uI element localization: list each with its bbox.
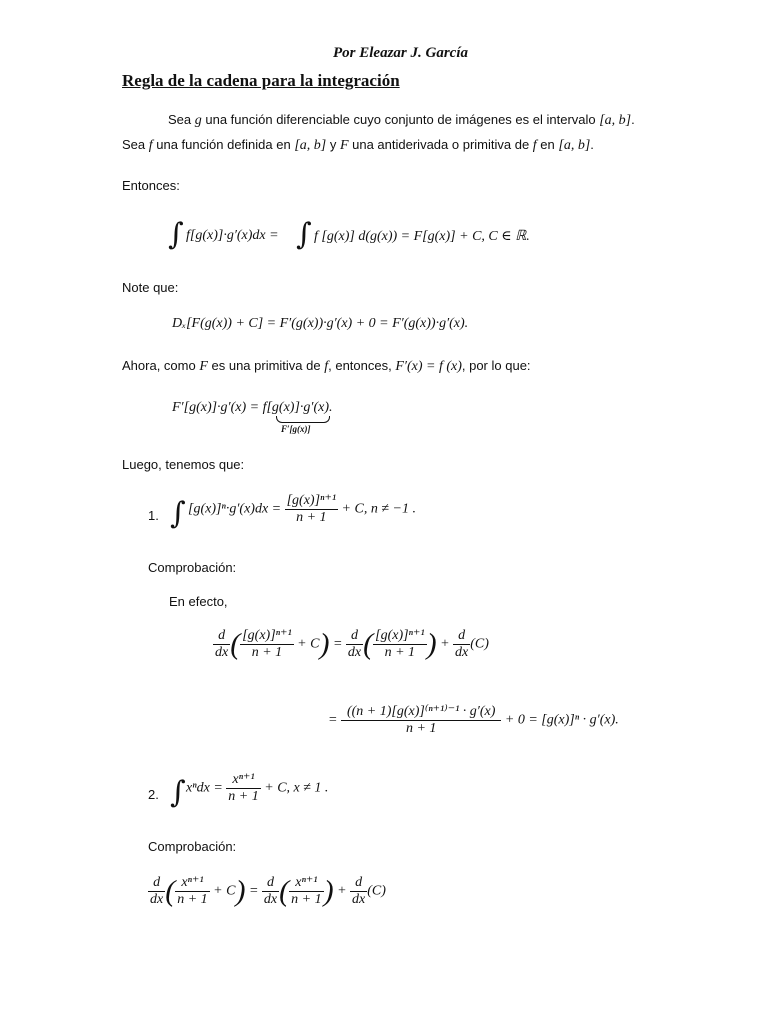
equation-primitive: F′[g(x)]·g′(x) = f[g(x)]·g′(x). xyxy=(172,400,333,415)
formula-power-rule: [g(x)]ⁿ·g′(x)dx = $\frac{\text{[g(x)]ⁿ⁺¹}}{n + 1}$ + C, n ≠ −1 . xyxy=(188,493,416,525)
paragraph-line-2: Sea f una función definida en [a, b] y F una antiderivada o primitiva de f en [a, b]. xyxy=(122,137,594,153)
integral-sign: ∫ xyxy=(296,217,312,252)
underbrace-label: F′[g(x)] xyxy=(281,424,311,434)
page-title: Regla de la cadena para la integración xyxy=(122,71,400,90)
author-line: Por Eleazar J. García xyxy=(333,45,468,61)
ahora-line: Ahora, como F es una primitiva de f, entonces, F′(x) = f (x), por lo que: xyxy=(122,358,531,374)
item-number: 2. xyxy=(148,787,159,802)
equation-check-2: $\frac{d}{dx}$ ( $\frac{\text{xⁿ⁺¹}}{n + 1}$ + C) = $\frac{d}{dx}$ ( $\frac{\text{xⁿ⁺¹}}{n + 1}$ ) + $\frac{d}{dx}$ (C) xyxy=(150,874,386,908)
integral-sign: ∫ xyxy=(170,496,186,531)
integral-sign: ∫ xyxy=(168,217,184,252)
comprobacion-label-2: Comprobación: xyxy=(148,839,237,854)
luego-label: Luego, tenemos que: xyxy=(122,457,245,472)
equation-chain-rule-rhs: f [g(x)] d(g(x)) = F[g(x)] + C, C ∈ ℝ. xyxy=(314,229,530,244)
paragraph-line-1: Sea g una función diferenciable cuyo conjunto de imágenes es el intervalo [a, b]. xyxy=(168,112,635,128)
integral-sign: ∫ xyxy=(170,775,186,810)
comprobacion-label: Comprobación: xyxy=(148,560,237,575)
en-efecto-label: En efecto, xyxy=(169,594,228,609)
note-label: Note que: xyxy=(122,280,179,295)
equation-check-1: $\frac{d}{dx}$ ( $\frac{\text{[g(x)]ⁿ⁺¹}}{n + 1}$ + C) = $\frac{d}{dx}$ ( $\frac{\text{[g(x)]ⁿ⁺¹}}{n + 1}$ ) + $\frac{d}{dx}$ (C) xyxy=(215,627,489,661)
equation-chain-rule-lhs: f[g(x)]·g′(x)dx = xyxy=(186,228,279,243)
equation-derivative: Dₓ[F(g(x)) + C] = F′(g(x))·g′(x) + 0 = F′(g(x))·g′(x). xyxy=(172,316,469,331)
item-number: 1. xyxy=(148,508,159,523)
equation-check-1-result: = $\frac{\text{((n + 1)[g(x)]⁽ⁿ⁺¹⁾⁻¹ · g′(x)}}{n + 1}$ + 0 = [g(x)]ⁿ · g′(x). xyxy=(328,704,619,736)
underbrace xyxy=(276,416,330,423)
entonces-label: Entonces: xyxy=(122,178,180,193)
formula-power-x: xⁿdx = $\frac{\text{xⁿ⁺¹}}{n + 1}$ + C, x ≠ 1 . xyxy=(186,772,329,804)
